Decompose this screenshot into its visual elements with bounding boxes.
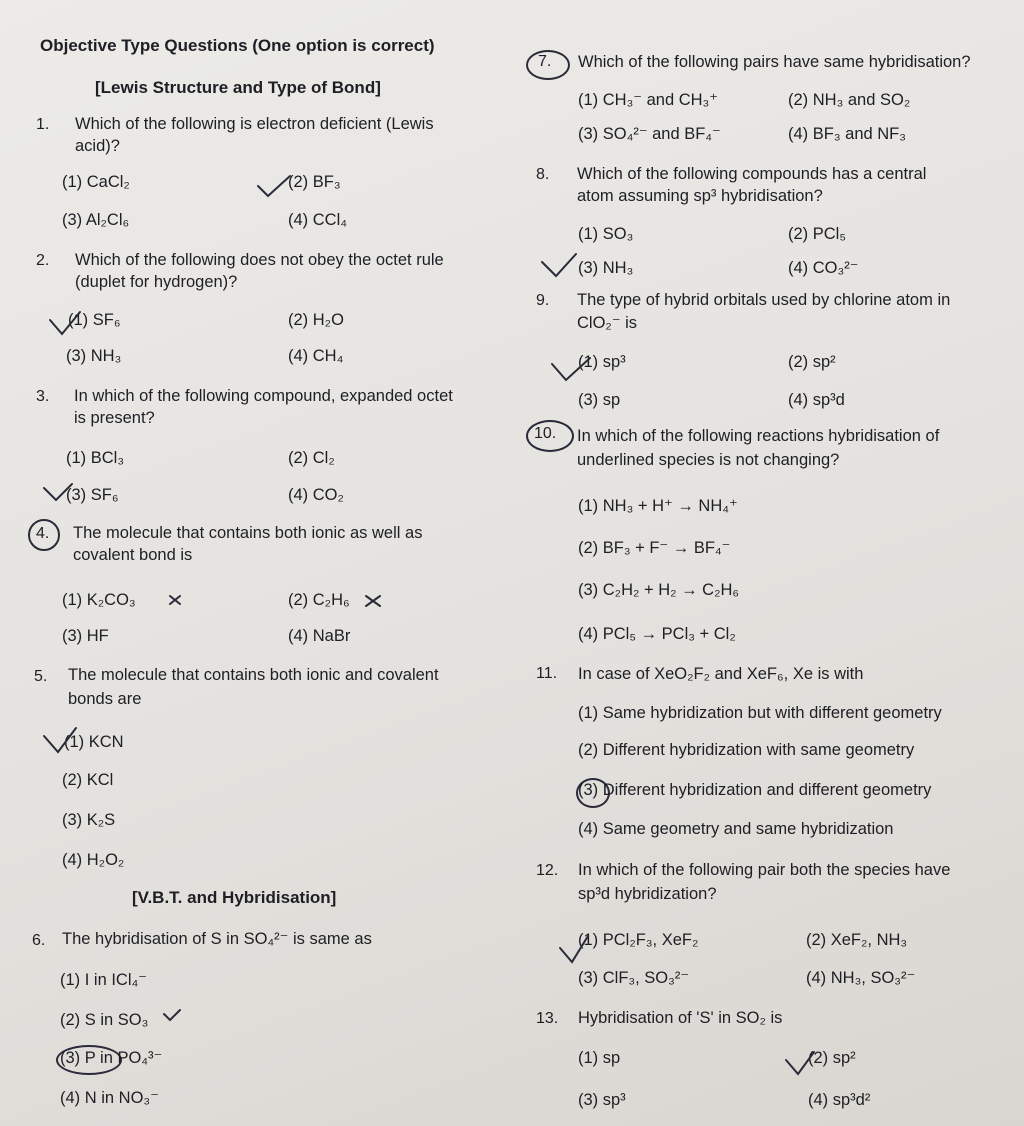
question-number: 5.: [34, 668, 48, 685]
option: (4) H₂O₂: [62, 851, 125, 869]
option: (1) SO₃: [578, 225, 634, 243]
section-heading-lewis: [Lewis Structure and Type of Bond]: [95, 78, 381, 97]
question-number: 4.: [36, 525, 50, 542]
question-text: Which of the following is electron deficient (Lewis: [75, 115, 434, 133]
page-title: Objective Type Questions (One option is correct): [40, 36, 435, 55]
option: (2) sp²: [808, 1049, 856, 1067]
question-text: acid)?: [75, 137, 120, 155]
question-text: ClO₂⁻ is: [577, 314, 638, 332]
question-text: The molecule that contains both ionic as well as: [73, 524, 423, 542]
option: (4) PCl₅ → PCl₃ + Cl₂: [578, 625, 736, 643]
question-text: In which of the following pair both the species have: [578, 861, 951, 879]
option: (2) PCl₅: [788, 225, 846, 243]
question-number: 13.: [536, 1010, 559, 1027]
option: (1) BCl₃: [66, 449, 125, 467]
option: (2) NH₃ and SO₂: [788, 91, 911, 109]
question-number: 7.: [538, 53, 552, 70]
cross-icon: [170, 596, 180, 604]
option: (2) C₂H₆: [288, 591, 350, 609]
option: (4) BF₃ and NF₃: [788, 125, 906, 143]
option: (4) CCl₄: [288, 211, 347, 229]
option: (2) XeF₂, NH₃: [806, 931, 908, 949]
question-number: 8.: [536, 166, 550, 183]
checkmark-icon: [542, 254, 576, 276]
option: (4) CO₃²⁻: [788, 259, 859, 277]
question-number: 1.: [36, 116, 50, 133]
question-number: 6.: [32, 932, 46, 949]
option: (3) sp³: [578, 1091, 626, 1109]
question-text: The type of hybrid orbitals used by chlorine atom in: [577, 291, 951, 309]
option: (2) S in SO₃: [60, 1011, 149, 1029]
question-number: 11.: [536, 665, 558, 682]
option: (3) C₂H₂ + H₂ → C₂H₆: [578, 581, 740, 599]
option: (4) CO₂: [288, 486, 344, 504]
option: (3) NH₃: [66, 347, 122, 365]
question-text: Hybridisation of 'S' in SO₂ is: [578, 1009, 783, 1027]
option: (4) sp³d: [788, 391, 845, 409]
option: (4) Same geometry and same hybridization: [578, 820, 894, 838]
question-text: sp³d hybridization?: [578, 885, 717, 903]
question-number: 2.: [36, 252, 50, 269]
question-text: In which of the following reactions hybridisation of: [577, 427, 940, 445]
option: (3) SO₄²⁻ and BF₄⁻: [578, 125, 721, 143]
section-heading-vbt: [V.B.T. and Hybridisation]: [132, 888, 337, 907]
question-text: In case of XeO₂F₂ and XeF₆, Xe is with: [578, 665, 864, 683]
question-text: bonds are: [68, 690, 142, 708]
question-text: is present?: [74, 409, 155, 427]
option: (1) I in ICl₄⁻: [60, 971, 147, 989]
option: (1) PCl₂F₃, XeF₂: [578, 931, 699, 949]
question-text: Which of the following compounds has a central: [577, 165, 927, 183]
option: (1) KCN: [64, 733, 124, 751]
question-number: 3.: [36, 388, 50, 405]
option: (3) HF: [62, 627, 109, 645]
option: (4) NH₃, SO₃²⁻: [806, 969, 916, 987]
option: (2) KCl: [62, 771, 114, 789]
question-text: atom assuming sp³ hybridisation?: [577, 187, 823, 205]
question-text: Which of the following does not obey the octet rule: [75, 251, 444, 269]
option: (2) sp²: [788, 353, 836, 371]
option: (3) sp: [578, 391, 621, 409]
option: (4) NaBr: [288, 627, 351, 645]
option: (2) H₂O: [288, 311, 344, 329]
option: (3) ClF₃, SO₃²⁻: [578, 969, 690, 987]
option: (3) K₂S: [62, 811, 116, 829]
option: (1) SF₆: [68, 311, 121, 329]
option: (1) K₂CO₃: [62, 591, 136, 609]
option: (1) sp³: [578, 353, 626, 371]
option: (4) N in NO₃⁻: [60, 1089, 159, 1107]
option: (2) Different hybridization with same geometry: [578, 741, 915, 759]
option: (1) CH₃⁻ and CH₃⁺: [578, 91, 718, 109]
question-number: 12.: [536, 862, 559, 879]
option: (4) CH₄: [288, 347, 344, 365]
question-text: (duplet for hydrogen)?: [75, 273, 238, 291]
option: (1) Same hybridization but with different geometry: [578, 704, 942, 722]
option: (3) SF₆: [66, 486, 119, 504]
question-text: The molecule that contains both ionic and covalent: [68, 666, 439, 684]
checkmark-icon: [258, 176, 290, 196]
option: (3) Different hybridization and different geometry: [578, 781, 932, 799]
option: (2) Cl₂: [288, 449, 335, 467]
question-number: 10.: [534, 425, 557, 442]
option: (1) CaCl₂: [62, 173, 130, 191]
option: (1) sp: [578, 1049, 621, 1067]
option: (1) NH₃ + H⁺ → NH₄⁺: [578, 497, 738, 515]
question-text: covalent bond is: [73, 546, 193, 564]
option: (2) BF₃ + F⁻ → BF₄⁻: [578, 539, 731, 557]
question-number: 9.: [536, 292, 550, 309]
question-text: underlined species is not changing?: [577, 451, 840, 469]
question-text: The hybridisation of S in SO₄²⁻ is same as: [62, 930, 372, 948]
option: (3) Al₂Cl₆: [62, 211, 130, 229]
option: (3) NH₃: [578, 259, 634, 277]
checkmark-icon: [164, 1010, 180, 1020]
option: (3) P in PO₄³⁻: [60, 1049, 163, 1067]
option: (2) BF₃: [288, 173, 341, 191]
cross-icon: [366, 596, 380, 606]
option: (4) sp³d²: [808, 1091, 871, 1109]
question-text: In which of the following compound, expanded octet: [74, 387, 453, 405]
question-text: Which of the following pairs have same hybridisation?: [578, 53, 971, 71]
